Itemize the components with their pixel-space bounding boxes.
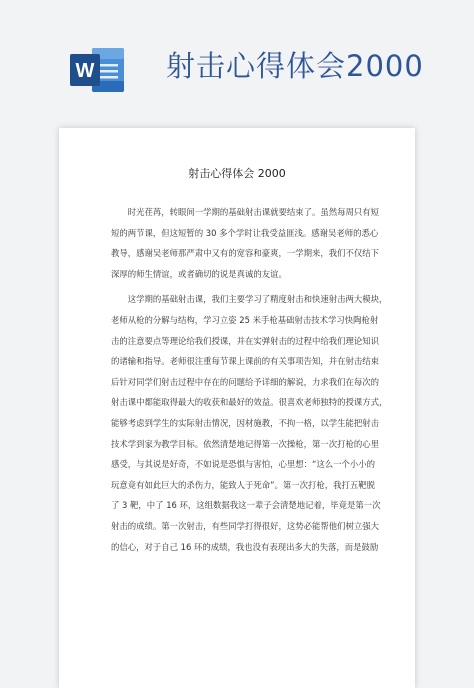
text-line: 能够考虑到学生的实际射击情况，因材施教，不拘一格，以学生能把射击 [111, 417, 379, 428]
word-document-icon [68, 44, 126, 96]
text-line: 的诸输和指导。老师很注重每节课上课前的有关事项告知，并在射击结束 [111, 356, 379, 367]
text-line: 射击课中都能取得最大的收获和最好的效益。很喜欢老师独特的授课方式， [111, 397, 388, 408]
text-line: 后针对同学们射击过程中存在的问题给予详细的解说，力求我们在每次的 [111, 376, 379, 387]
document-title: 射击心得体会 2000 [188, 167, 286, 180]
text-line: 击的注意要点等理论给我们授课，并在实弹射击的过程中给我们理论知识 [111, 335, 379, 346]
text-line: 玩意竟有如此巨大的杀伤力，能致人于死命”。第一次打枪，我打五靶脱 [111, 479, 375, 490]
text-line: 老师从枪的分解与结构，学习立姿 25 米手枪基础射击技术学习快陶枪射 [111, 314, 379, 325]
text-line: 感受，与其说是好奇，不如说是恐惧与害怕，心里想：“这么一个小小的 [111, 459, 375, 470]
text-line: 了 3 靶，中了 16 环，这组数据我这一辈子会清楚地记着，毕竟是第一次 [111, 500, 381, 511]
page-title: 射击心得体会2000 [166, 49, 424, 83]
paragraph [111, 202, 379, 284]
text-line: 时光荏苒，转眼间一学期的基础射击课就要结束了。虽然每周只有短 [111, 207, 379, 217]
document-body [111, 202, 388, 557]
text-line: 这学期的基础射击课，我们主要学习了精度射击和快速射击两大模块， [111, 294, 388, 305]
text-line: 射击的成绩。第一次射击，有些同学打得很好，这势必能帮他们树立强大 [111, 520, 379, 531]
text-line: 的信心，对于自己 16 环的成绩，我也没有表现出多大的失落，而是鼓励 [111, 541, 379, 552]
text-line: 教导，感谢吴老师那严肃中又有的宽容和豪爽，一学期来，我们不仅结下 [111, 248, 379, 259]
text-line: 深厚的师生情谊，或者确切的说是真诚的友谊。 [111, 268, 287, 279]
header-banner [0, 0, 474, 130]
word-icon-letter: W [75, 60, 95, 82]
text-line: 短的两节课，但这短暂的 30 多个学时让我受益匪浅。感谢吴老师的悉心 [111, 227, 379, 238]
document-page [59, 128, 415, 688]
paragraph [111, 289, 388, 557]
text-line: 技术学到家为教学目标。依然清楚地记得第一次操枪，第一次打枪的心里 [111, 438, 379, 449]
